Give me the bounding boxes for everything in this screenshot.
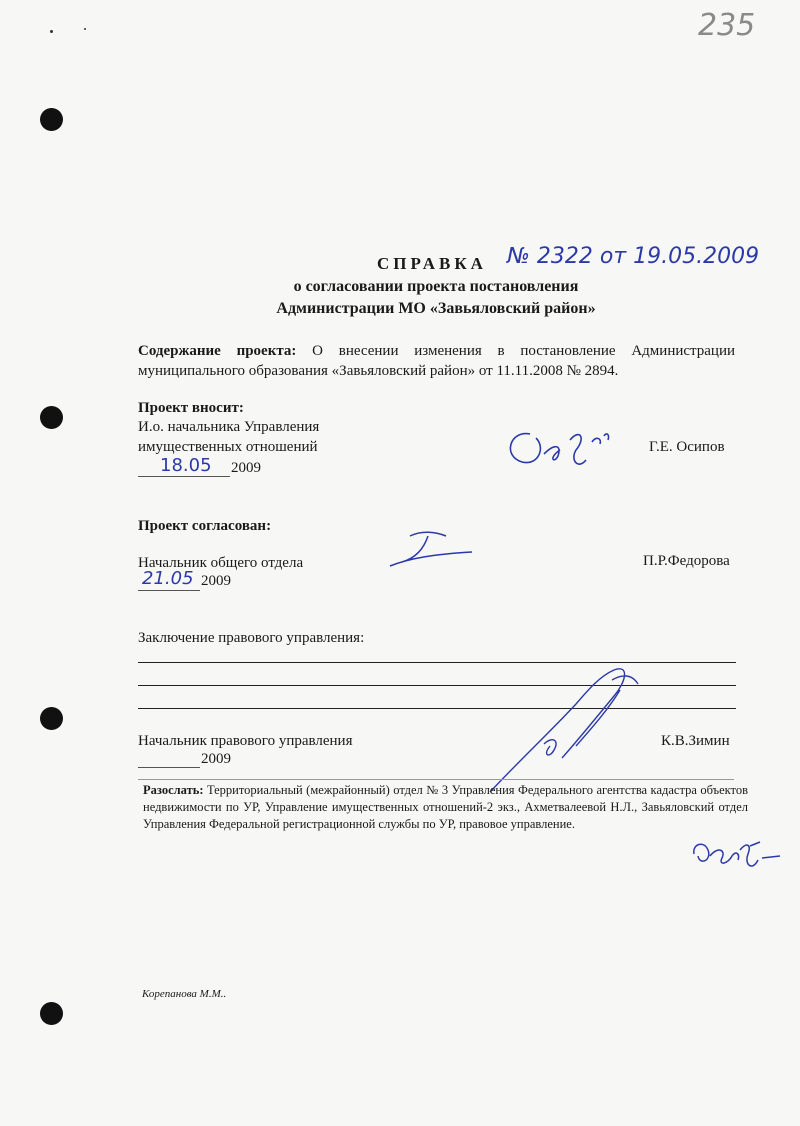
general-dept-position: Начальник общего отдела [138, 555, 304, 571]
general-dept-year: 2009 [201, 573, 231, 589]
date-line [138, 590, 200, 591]
general-dept-name: П.Р.Федорова [643, 553, 730, 569]
agreed-label: Проект согласован: [138, 518, 272, 534]
submitter-position-1: И.о. начальника Управления [138, 419, 320, 435]
date-line [138, 767, 200, 768]
legal-head-year: 2009 [201, 751, 231, 767]
submitter-position-2: имущественных отношений [138, 439, 318, 455]
distribution-list [143, 782, 748, 833]
punch-hole [40, 108, 63, 131]
general-dept-signature [380, 528, 480, 573]
submitted-label: Проект вносит: [138, 400, 244, 416]
divider [138, 779, 734, 780]
distribute-label: Разослать: [143, 783, 204, 797]
document-author: Корепанова М.М.. [142, 988, 227, 1000]
date-line [138, 476, 230, 477]
handwritten-reference: № 2322 от 19.05.2009 [507, 244, 760, 269]
legal-conclusion-label: Заключение правового управления: [138, 630, 365, 646]
content-text: О внесении изменения в постановление Администрации муниципального образования «Завьяловский район» от 11.11.2008 № 2894. [138, 343, 736, 379]
general-dept-date-handwritten: 21.05 [142, 568, 194, 589]
distribute-text: Территориальный (межрайонный) отдел № 3 Управления Федерального агентства кадастра объектов недвижимости по УР, Управление имущественных отношений-2 экз., Ахметвалеевой Н.Л., Завьяловский отдел Управления Федеральной регистрационной службы по УР, правовое управление. [143, 783, 748, 831]
punch-hole [40, 1002, 63, 1025]
archive-number: 235 [698, 8, 756, 43]
speck [84, 28, 86, 30]
document-title: СПРАВКА [377, 254, 487, 273]
punch-hole [40, 406, 63, 429]
submitter-date-handwritten: 18.05 [160, 455, 212, 476]
subtitle-line-1: о согласовании проекта постановления [293, 278, 579, 295]
content-label: Содержание проекта: [138, 343, 297, 359]
subtitle-line-2: Администрации МО «Завьяловский район» [276, 300, 596, 317]
project-content [138, 341, 735, 381]
speck [50, 30, 53, 33]
submitter-name: Г.Е. Осипов [649, 439, 725, 455]
submitter-signature [500, 420, 620, 475]
submitter-year: 2009 [231, 460, 261, 476]
legal-head-position: Начальник правового управления [138, 733, 353, 749]
punch-hole [40, 707, 63, 730]
legal-head-name: К.В.Зимин [661, 733, 730, 749]
receipt-signature [688, 832, 784, 880]
